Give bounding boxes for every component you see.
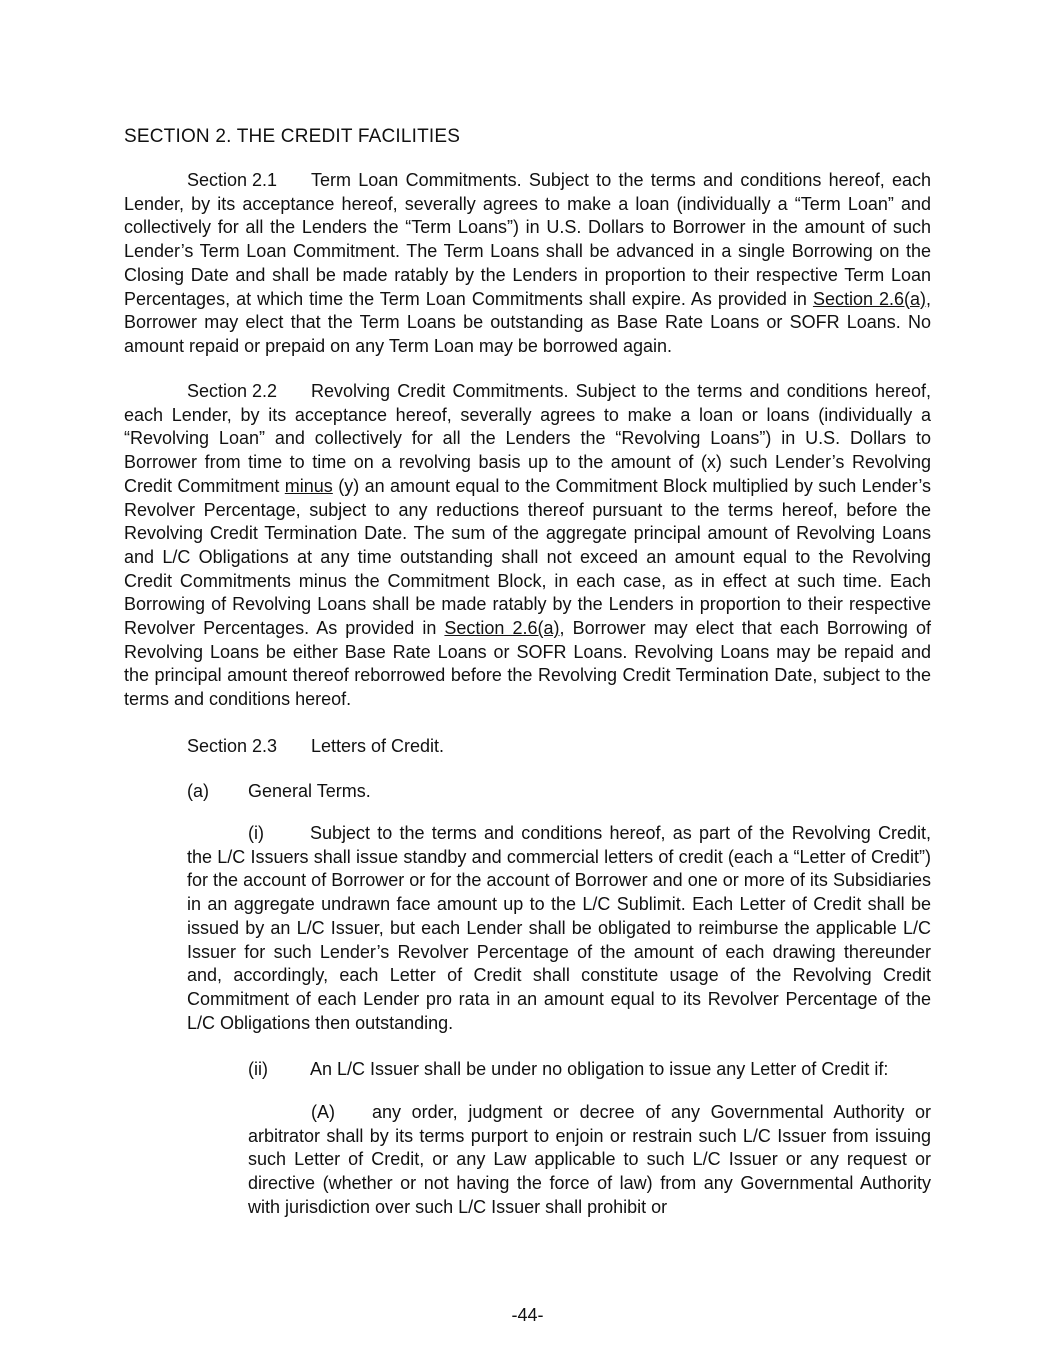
clause-A-text: any order, judgment or decree of any Governmental Authority or arbitrator shall by its terms purport to enjoin or restrain such L/C Issuer from issuing such Letter of Credit, or any Law applicable to such L/C Issuer or any request or directive (whether or not having the force of law) from any Governmental Authority with jurisdiction over such L/C Issuer shall prohibit or bbox=[248, 1102, 931, 1217]
subsection-i-label: (i) bbox=[248, 823, 264, 843]
subsection-ii-label: (ii) bbox=[248, 1059, 268, 1079]
subsection-ii-text: An L/C Issuer shall be under no obligation to issue any Letter of Credit if: bbox=[310, 1059, 889, 1079]
section-2-6a-reference: Section 2.6(a) bbox=[444, 618, 560, 639]
section-2-2-paragraph bbox=[124, 380, 931, 712]
subsection-i-paragraph bbox=[187, 822, 931, 1035]
subsection-a-label: (a) bbox=[187, 781, 209, 801]
section-2-1-text-a: Subject to the terms and conditions hereof, each Lender, by its acceptance hereof, severally agrees to make a loan (individually a “Term Loan” and collectively for all the Lenders the “Term Loans”) in U.S. Dollars to Borrower in the amount of such Lender’s Term Loan Commitment. The Term Loans shall be advanced in a single Borrowing on the Closing Date and shall be made ratably by the Lenders in proportion to their respective Term Loan Percentages, at which time the Term Loan Commitments shall expire. As provided in bbox=[124, 170, 931, 309]
clause-A-label: (A) bbox=[311, 1102, 335, 1122]
minus-term: minus bbox=[284, 475, 333, 496]
section-2-2-text-c: , Borrower may elect that each Borrowing of Revolving Loans be either Base Rate Loans or SOFR Loans. Revolving Loans may be repaid and the principal amount thereof reborrowed before the Revolving Credit Termination Date, subject to the terms and conditions hereof. bbox=[124, 618, 931, 710]
subsection-ii-line bbox=[248, 1057, 888, 1081]
section-heading: SECTION 2. THE CREDIT FACILITIES bbox=[124, 126, 461, 147]
section-2-3-heading bbox=[187, 734, 444, 758]
clause-A-paragraph bbox=[248, 1101, 931, 1220]
section-2-1-paragraph bbox=[124, 169, 931, 359]
subsection-i-text: Subject to the terms and conditions hereof, as part of the Revolving Credit, the L/C Issuers shall issue standby and commercial letters of credit (each a “Letter of Credit”) for the account of Borrower or for the account of Borrower and one or more of its Subsidiaries in an aggregate undrawn face amount up to the L/C Sublimit. Each Letter of Credit shall be issued by an L/C Issuer, but each Lender shall be obligated to reimburse the applicable L/C Issuer for such Lender’s Revolver Percentage of the amount of each drawing thereunder and, accordingly, each Letter of Credit shall constitute usage of the Revolving Credit Commitment of each Lender pro rata in an amount equal to its Revolver Percentage of the L/C Obligations then outstanding. bbox=[187, 823, 931, 1033]
section-2-6a-reference: Section 2.6(a) bbox=[812, 288, 926, 309]
section-2-2-number: Section 2.2 bbox=[187, 381, 278, 401]
section-2-2-title: Revolving Credit Commitments. bbox=[311, 381, 569, 401]
page-number: -44- bbox=[511, 1305, 544, 1325]
section-2-1-number: Section 2.1 bbox=[187, 170, 278, 190]
section-2-1-title: Term Loan Commitments. bbox=[311, 170, 522, 190]
section-2-2-text-b: (y) an amount equal to the Commitment Block multiplied by such Lender’s Revolver Percentage, subject to any reductions thereof pursuant to the terms hereof, before the Revolving Credit Termination Date. The sum of the aggregate principal amount of Revolving Loans and L/C Obligations at any time outstanding shall not exceed an amount equal to the Revolving Credit Commitments minus the Commitment Block, in each case, as in effect at such time. Each Borrowing of Revolving Loans shall be made ratably by the Lenders in proportion to their respective Revolver Percentages. As provided in bbox=[124, 475, 932, 639]
section-2-1-text-b: , Borrower may elect that the Term Loans be outstanding as Base Rate Loans or SOFR Loans. No amount repaid or prepaid on any Term Loan may be borrowed again. bbox=[124, 288, 932, 356]
subsection-a-heading bbox=[187, 779, 371, 803]
subsection-a-title: General Terms. bbox=[248, 781, 371, 801]
section-2-3-title: Letters of Credit. bbox=[311, 736, 445, 756]
section-2-2-text-a: Subject to the terms and conditions hereof, each Lender, by its acceptance hereof, severally agrees to make a loan or loans (individually a “Revolving Loan” and collectively for all the Lenders the “Revolving Loans”) in U.S. Dollars to Borrower from time to time on a revolving basis up to the amount of (x) such Lender’s Revolving Credit Commitment bbox=[124, 381, 932, 496]
section-2-3-number: Section 2.3 bbox=[187, 736, 278, 756]
